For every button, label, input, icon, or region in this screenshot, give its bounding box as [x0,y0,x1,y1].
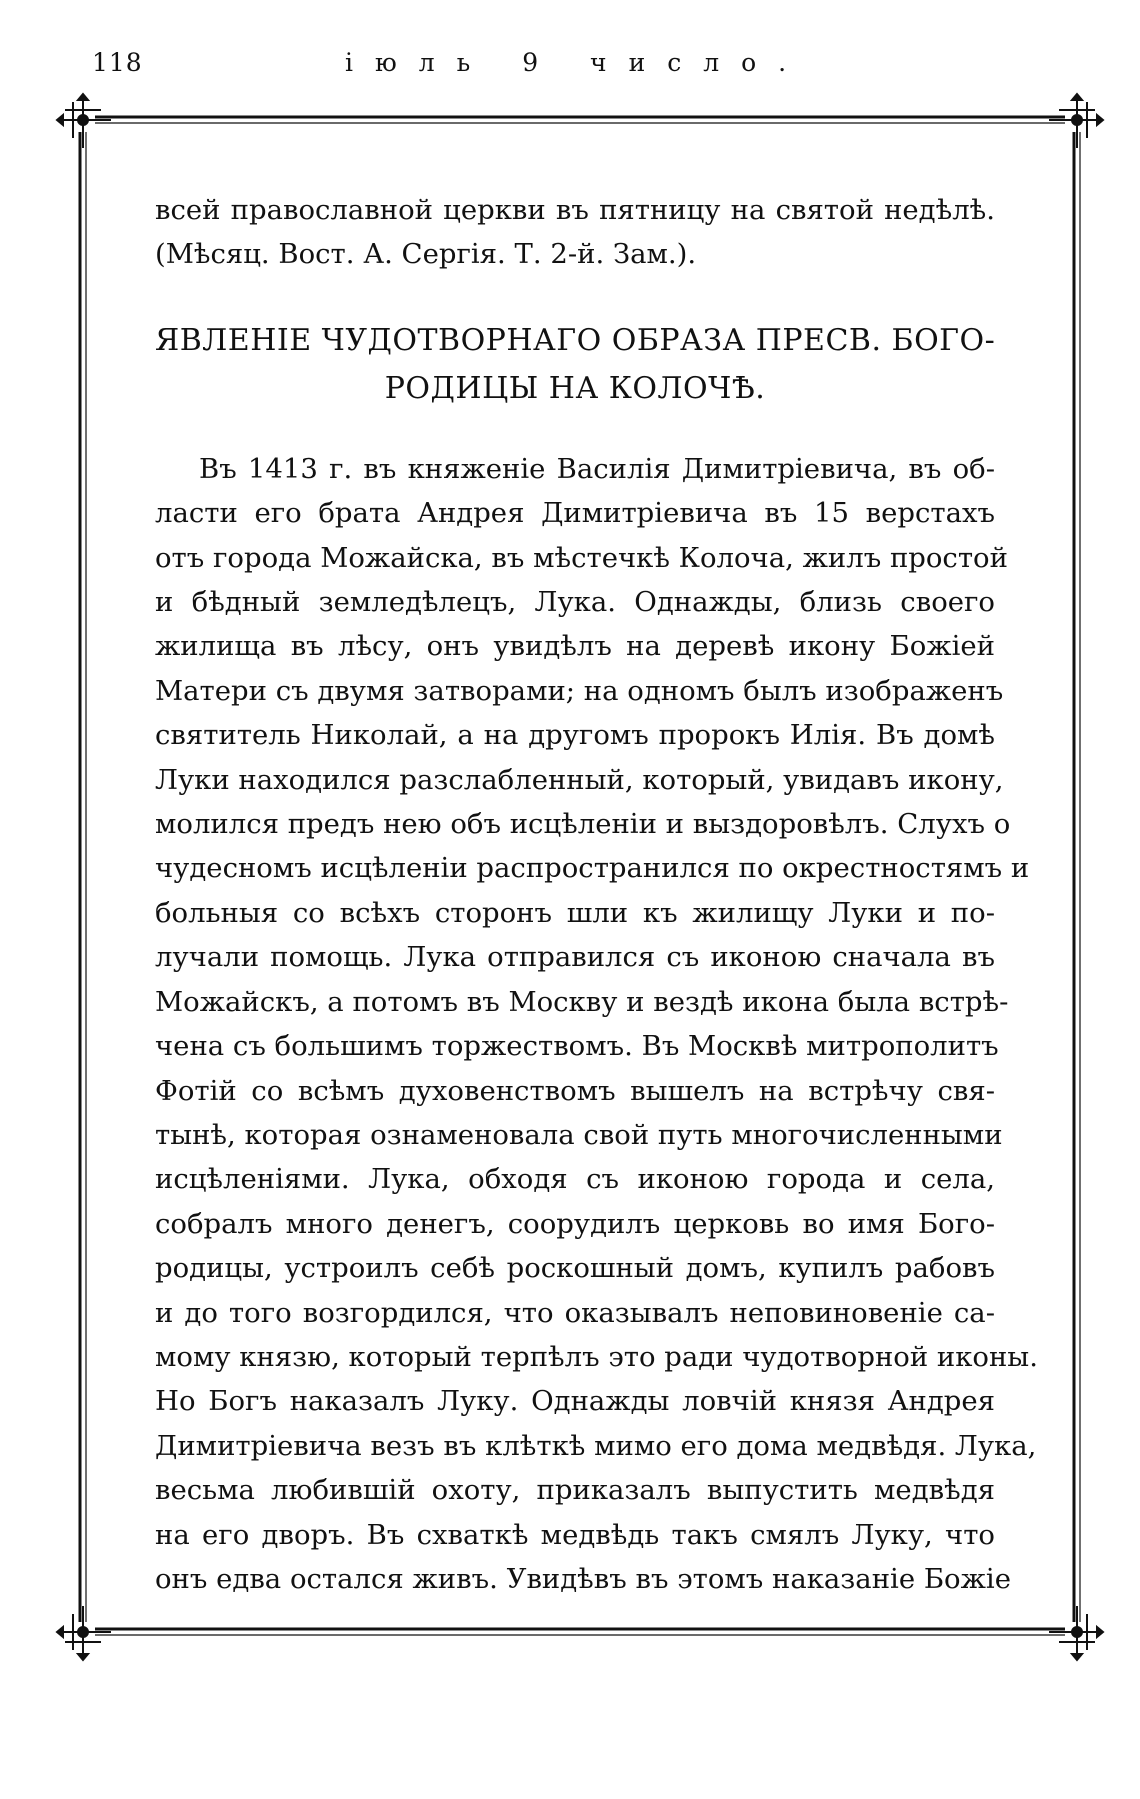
corner-ornament-top-right [1049,94,1103,148]
page-number: 118 [92,48,143,77]
text-line: святитель Николай, а на другомъ пророкъ Илія. Въ домѣ [155,719,995,752]
text-line: собралъ много денегъ, соорудилъ церковь во имя Бого- [155,1207,995,1240]
text-line: Фотій со всѣмъ духовенствомъ вышелъ на встрѣчу свя- [155,1074,995,1107]
text-line: и бѣдный земледѣлецъ, Лука. Однажды, близь своего [155,586,995,619]
text-line: и до того возгордился, что оказывалъ неповиновеніе са- [155,1296,995,1329]
text-line: Можайскъ, а потомъ въ Москву и вездѣ икона была встрѣ- [155,985,1009,1018]
running-title: іюль 9 число. [345,48,809,77]
text-line: больныя со всѣхъ сторонъ шли къ жилищу Луки и по- [155,896,995,929]
text-line: Но Богъ наказалъ Луку. Однажды ловчій князя Андрея [155,1385,995,1418]
corner-ornament-top-left [57,94,111,148]
page-content [155,188,1038,1601]
text-line: родицы, устроилъ себѣ роскошный домъ, купилъ рабовъ [155,1252,995,1285]
text-line: тынѣ, которая ознаменовала свой путь многочисленными [155,1118,1003,1151]
text-line: Луки находился разслабленный, который, увидавъ икону, [155,763,1004,796]
text-line: чена съ большимъ торжествомъ. Въ Москвѣ митрополитъ [155,1030,999,1063]
text-line: исцѣленіями. Лука, обходя съ иконою города и села, [155,1163,995,1196]
continuation-paragraph [155,188,995,277]
corner-ornament-bottom-left [57,1606,111,1660]
text-line: отъ города Можайска, въ мѣстечкѣ Колоча, жилъ простой [155,541,1008,574]
text-line: лучали помощь. Лука отправился съ иконою сначала въ [155,941,995,974]
text-line: Въ 1413 г. въ княженіе Василія Димитріевича, въ об- [199,452,995,485]
text-line: онъ едва остался живъ. Увидѣвъ въ этомъ наказаніе Божіе [155,1562,1011,1595]
corner-ornament-bottom-right [1049,1606,1103,1660]
text-line: всей православной церкви въ пятницу на святой недѣлѣ. [155,194,995,226]
title-line: ЯВЛЕНІЕ ЧУДОТВОРНАГО ОБРАЗА ПРЕСВ. БОГО- [155,322,996,358]
text-line: Матери съ двумя затворами; на одномъ былъ изображенъ [155,674,1004,707]
text-line: чудесномъ исцѣленіи распространился по окрестностямъ и [155,852,1030,885]
title-line: РОДИЦЫ НА КОЛОЧѢ. [384,370,766,406]
text-line: (Мѣсяц. Вост. А. Сергія. Т. 2-й. Зам.). [155,238,697,271]
text-line: Димитріевича везъ въ клѣткѣ мимо его дома медвѣдя. Лука, [155,1429,1037,1462]
text-line: мому князю, который терпѣлъ это ради чудотворной иконы. [155,1340,1038,1373]
text-line: ласти его брата Андрея Димитріевича въ 15 верстахъ [155,497,995,530]
running-header [0,48,1140,88]
section-title [155,317,995,413]
text-line: молился предъ нею объ исцѣленіи и выздоровѣлъ. Слухъ о [155,808,1011,841]
text-line: жилища въ лѣсу, онъ увидѣлъ на деревѣ икону Божіей [155,630,995,663]
text-line: на его дворъ. Въ схваткѣ медвѣдь такъ смялъ Луку, что [155,1518,995,1551]
body-paragraph [155,447,1038,1602]
text-line: весьма любившій охоту, приказалъ выпустить медвѣдя [155,1474,995,1507]
